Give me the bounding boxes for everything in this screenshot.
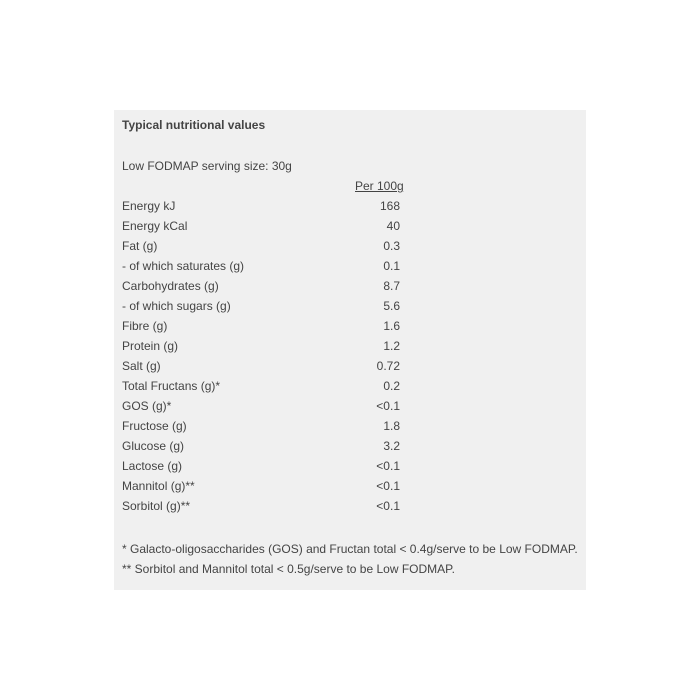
row-value: 0.2: [383, 379, 400, 393]
row-value: 5.6: [383, 299, 400, 313]
row-label: Energy kCal: [122, 219, 188, 233]
row-value: 1.8: [383, 419, 400, 433]
table-row: [122, 479, 402, 499]
table-row: [122, 219, 402, 239]
table-row: [122, 279, 402, 299]
table-row: [122, 199, 402, 219]
row-value: 168: [379, 199, 400, 213]
row-value: 0.3: [383, 239, 400, 253]
row-label: Lactose (g): [122, 459, 183, 473]
table-row: [122, 399, 402, 419]
table-row: [122, 499, 402, 519]
row-label: Glucose (g): [122, 439, 185, 453]
row-label: - of which saturates (g): [122, 259, 245, 273]
row-label: - of which sugars (g): [122, 299, 231, 313]
nutrition-title: Typical nutritional values: [122, 118, 266, 132]
nutrition-rows: [122, 199, 402, 519]
row-value: 1.6: [383, 319, 400, 333]
row-value: 1.2: [383, 339, 400, 353]
table-row: [122, 439, 402, 459]
column-header-per-100g: Per 100g: [355, 179, 404, 193]
row-label: Total Fructans (g)*: [122, 379, 221, 393]
table-row: [122, 319, 402, 339]
table-row: [122, 419, 402, 439]
row-value: 40: [386, 219, 400, 233]
row-label: Fat (g): [122, 239, 158, 253]
footnote-sorbitol-mannitol: ** Sorbitol and Mannitol total < 0.5g/serve to be Low FODMAP.: [122, 562, 455, 576]
table-row: [122, 299, 402, 319]
row-value: 3.2: [383, 439, 400, 453]
row-label: Salt (g): [122, 359, 161, 373]
row-value: 0.1: [383, 259, 400, 273]
table-row: [122, 259, 402, 279]
serving-size: Low FODMAP serving size: 30g: [122, 159, 292, 173]
table-row: [122, 379, 402, 399]
row-label: Mannitol (g)**: [122, 479, 195, 493]
row-label: Fructose (g): [122, 419, 187, 433]
table-row: [122, 239, 402, 259]
table-row: [122, 359, 402, 379]
footnote-gos-fructan: * Galacto-oligosaccharides (GOS) and Fructan total < 0.4g/serve to be Low FODMAP.: [122, 542, 578, 556]
row-label: Sorbitol (g)**: [122, 499, 191, 513]
footnotes: [122, 539, 578, 579]
row-value: 0.72: [376, 359, 400, 373]
row-label: Energy kJ: [122, 199, 176, 213]
row-label: Carbohydrates (g): [122, 279, 219, 293]
row-value: <0.1: [376, 499, 400, 513]
row-value: <0.1: [376, 459, 400, 473]
row-label: Fibre (g): [122, 319, 168, 333]
row-label: Protein (g): [122, 339, 179, 353]
nutrition-panel: [114, 110, 586, 590]
row-label: GOS (g)*: [122, 399, 172, 413]
row-value: <0.1: [376, 399, 400, 413]
row-value: <0.1: [376, 479, 400, 493]
row-value: 8.7: [383, 279, 400, 293]
table-row: [122, 339, 402, 359]
table-row: [122, 459, 402, 479]
